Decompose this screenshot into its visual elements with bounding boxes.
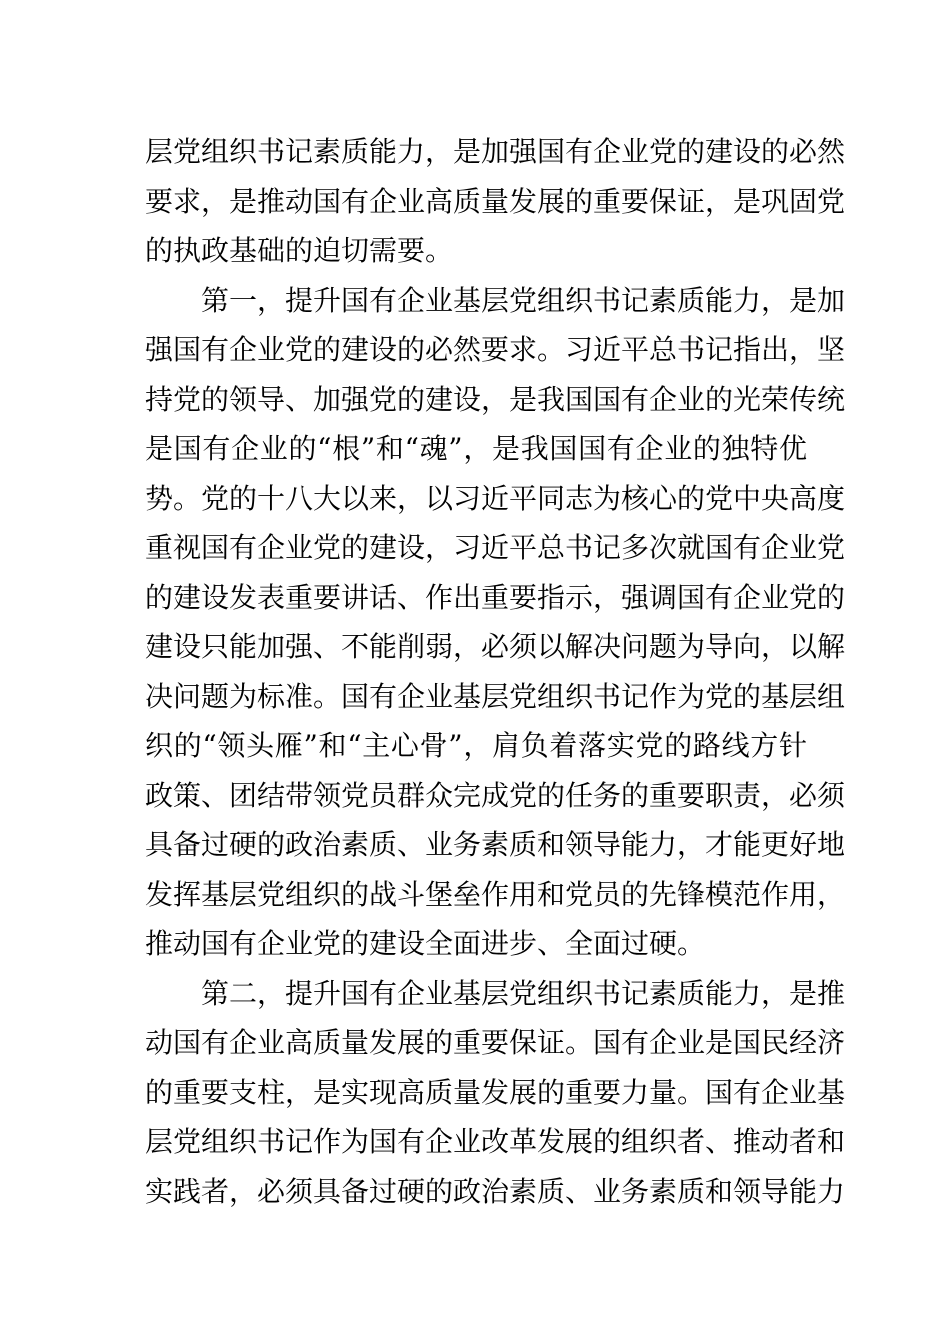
text-line: 建设只能加强、不能削弱，必须以解决问题为导向，以解 [145, 630, 846, 663]
paragraph-first-point [145, 276, 846, 969]
text-line: 层党组织书记素质能力，是加强国有企业党的建设的必然 [145, 135, 846, 168]
document-body [145, 127, 846, 1216]
text-line: 织的“领头雁”和“主心骨”，肩负着落实党的路线方针 [145, 729, 807, 762]
text-line: 动国有企业高质量发展的重要保证。国有企业是国民经济 [145, 1026, 846, 1059]
text-line: 推动国有企业党的建设全面进步、全面过硬。 [145, 927, 706, 960]
text-line: 层党组织书记作为国有企业改革发展的组织者、推动者和 [145, 1125, 846, 1158]
text-line: 第二，提升国有企业基层党组织书记素质能力，是推 [201, 976, 846, 1010]
text-line: 政策、团结带领党员群众完成党的任务的重要职责，必须 [145, 778, 846, 812]
text-line: 是国有企业的“根”和“魂”，是我国国有企业的独特优 [145, 432, 807, 465]
text-line: 强国有企业党的建设的必然要求。习近平总书记指出，坚 [145, 333, 846, 366]
paragraph-intro-continuation [145, 127, 846, 276]
text-line: 重视国有企业党的建设，习近平总书记多次就国有企业党 [145, 531, 846, 564]
text-line: 决问题为标准。国有企业基层党组织书记作为党的基层组 [145, 679, 846, 713]
paragraph-second-point [145, 969, 846, 1217]
text-line: 要求，是推动国有企业高质量发展的重要保证，是巩固党 [145, 184, 846, 218]
text-line: 持党的领导、加强党的建设，是我国国有企业的光荣传统 [145, 382, 846, 416]
text-line: 的重要支柱，是实现高质量发展的重要力量。国有企业基 [145, 1075, 846, 1109]
text-line: 的执政基础的迫切需要。 [145, 234, 454, 267]
text-line: 具备过硬的政治素质、业务素质和领导能力，才能更好地 [145, 828, 846, 861]
text-line: 势。党的十八大以来，以习近平同志为核心的党中央高度 [145, 481, 846, 515]
text-line: 的建设发表重要讲话、作出重要指示，强调国有企业党的 [145, 580, 846, 614]
text-line: 第一，提升国有企业基层党组织书记素质能力，是加 [201, 283, 846, 317]
text-line: 发挥基层党组织的战斗堡垒作用和党员的先锋模范作用， [145, 877, 846, 911]
text-line: 实践者，必须具备过硬的政治素质、业务素质和领导能力 [145, 1174, 846, 1208]
